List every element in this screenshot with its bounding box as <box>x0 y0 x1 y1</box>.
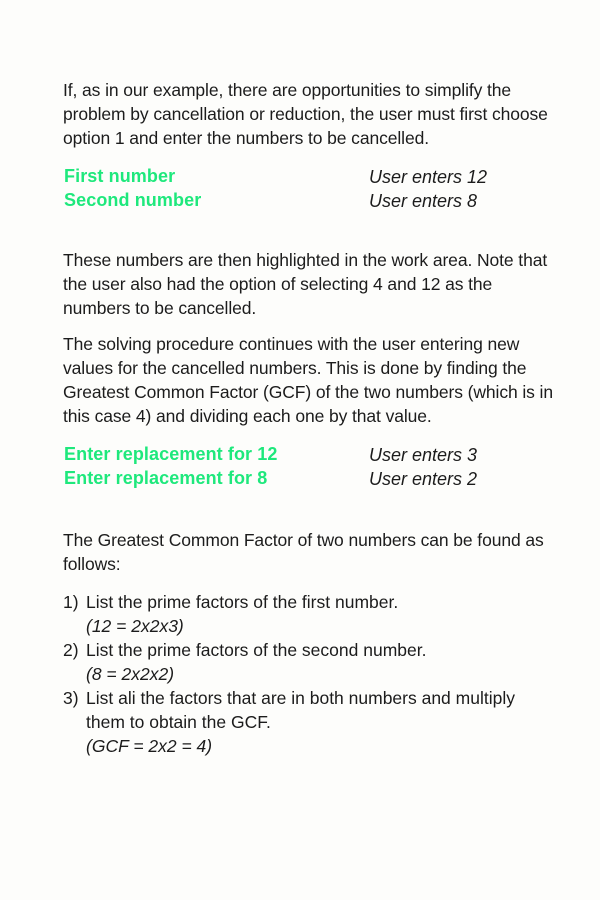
intro-paragraph: If, as in our example, there are opportunities to simplify the problem by cancellation or reduction, the user must first choose option 1 and enter the numbers to be cancelled. <box>63 80 548 148</box>
response-second-number: User enters 8 <box>369 191 478 211</box>
entry-row-first-number <box>63 164 563 188</box>
step-text: List the prime factors of the first number. <box>86 592 399 612</box>
highlight-paragraph: These numbers are then highlighted in the work area. Note that the user also had the option of selecting 4 and 12 as the numbers to be cancelled. <box>63 250 548 318</box>
step-number: 1) <box>63 592 79 612</box>
gcf-steps-list <box>63 590 563 758</box>
step-number: 3) <box>63 688 79 708</box>
step-example: (12 = 2x2x3) <box>86 616 184 636</box>
prompt-replacement-8: Enter replacement for 8 <box>64 468 268 488</box>
procedure-paragraph: The solving procedure continues with the user entering new values for the cancelled numbers. This is done by finding the Greatest Common Factor (GCF) of the two numbers (which is in this case 4) and dividing each one by that value. <box>63 334 553 426</box>
entry-row-replacement-8 <box>63 466 563 490</box>
step-text: List the prime factors of the second number. <box>86 640 427 660</box>
entry-block-numbers <box>63 164 563 212</box>
entry-row-replacement-12 <box>63 442 563 466</box>
entry-row-second-number <box>63 188 563 212</box>
prompt-replacement-12: Enter replacement for 12 <box>64 444 278 464</box>
step-example: (8 = 2x2x2) <box>86 664 175 684</box>
response-replacement-8: User enters 2 <box>369 469 478 489</box>
gcf-step-2 <box>63 638 563 686</box>
gcf-step-1 <box>63 590 563 638</box>
prompt-second-number: Second number <box>64 190 202 210</box>
step-text: List ali the factors that are in both numbers and multiply them to obtain the GCF. <box>86 688 515 732</box>
gcf-intro-paragraph: The Greatest Common Factor of two numbers can be found as follows: <box>63 530 544 574</box>
entry-block-replacements <box>63 442 563 490</box>
manual-page <box>63 78 563 758</box>
step-example: (GCF = 2x2 = 4) <box>86 736 213 756</box>
gcf-step-3 <box>63 686 563 758</box>
response-replacement-12: User enters 3 <box>369 445 478 465</box>
step-number: 2) <box>63 640 79 660</box>
response-first-number: User enters 12 <box>369 167 488 187</box>
prompt-first-number: First number <box>64 166 176 186</box>
